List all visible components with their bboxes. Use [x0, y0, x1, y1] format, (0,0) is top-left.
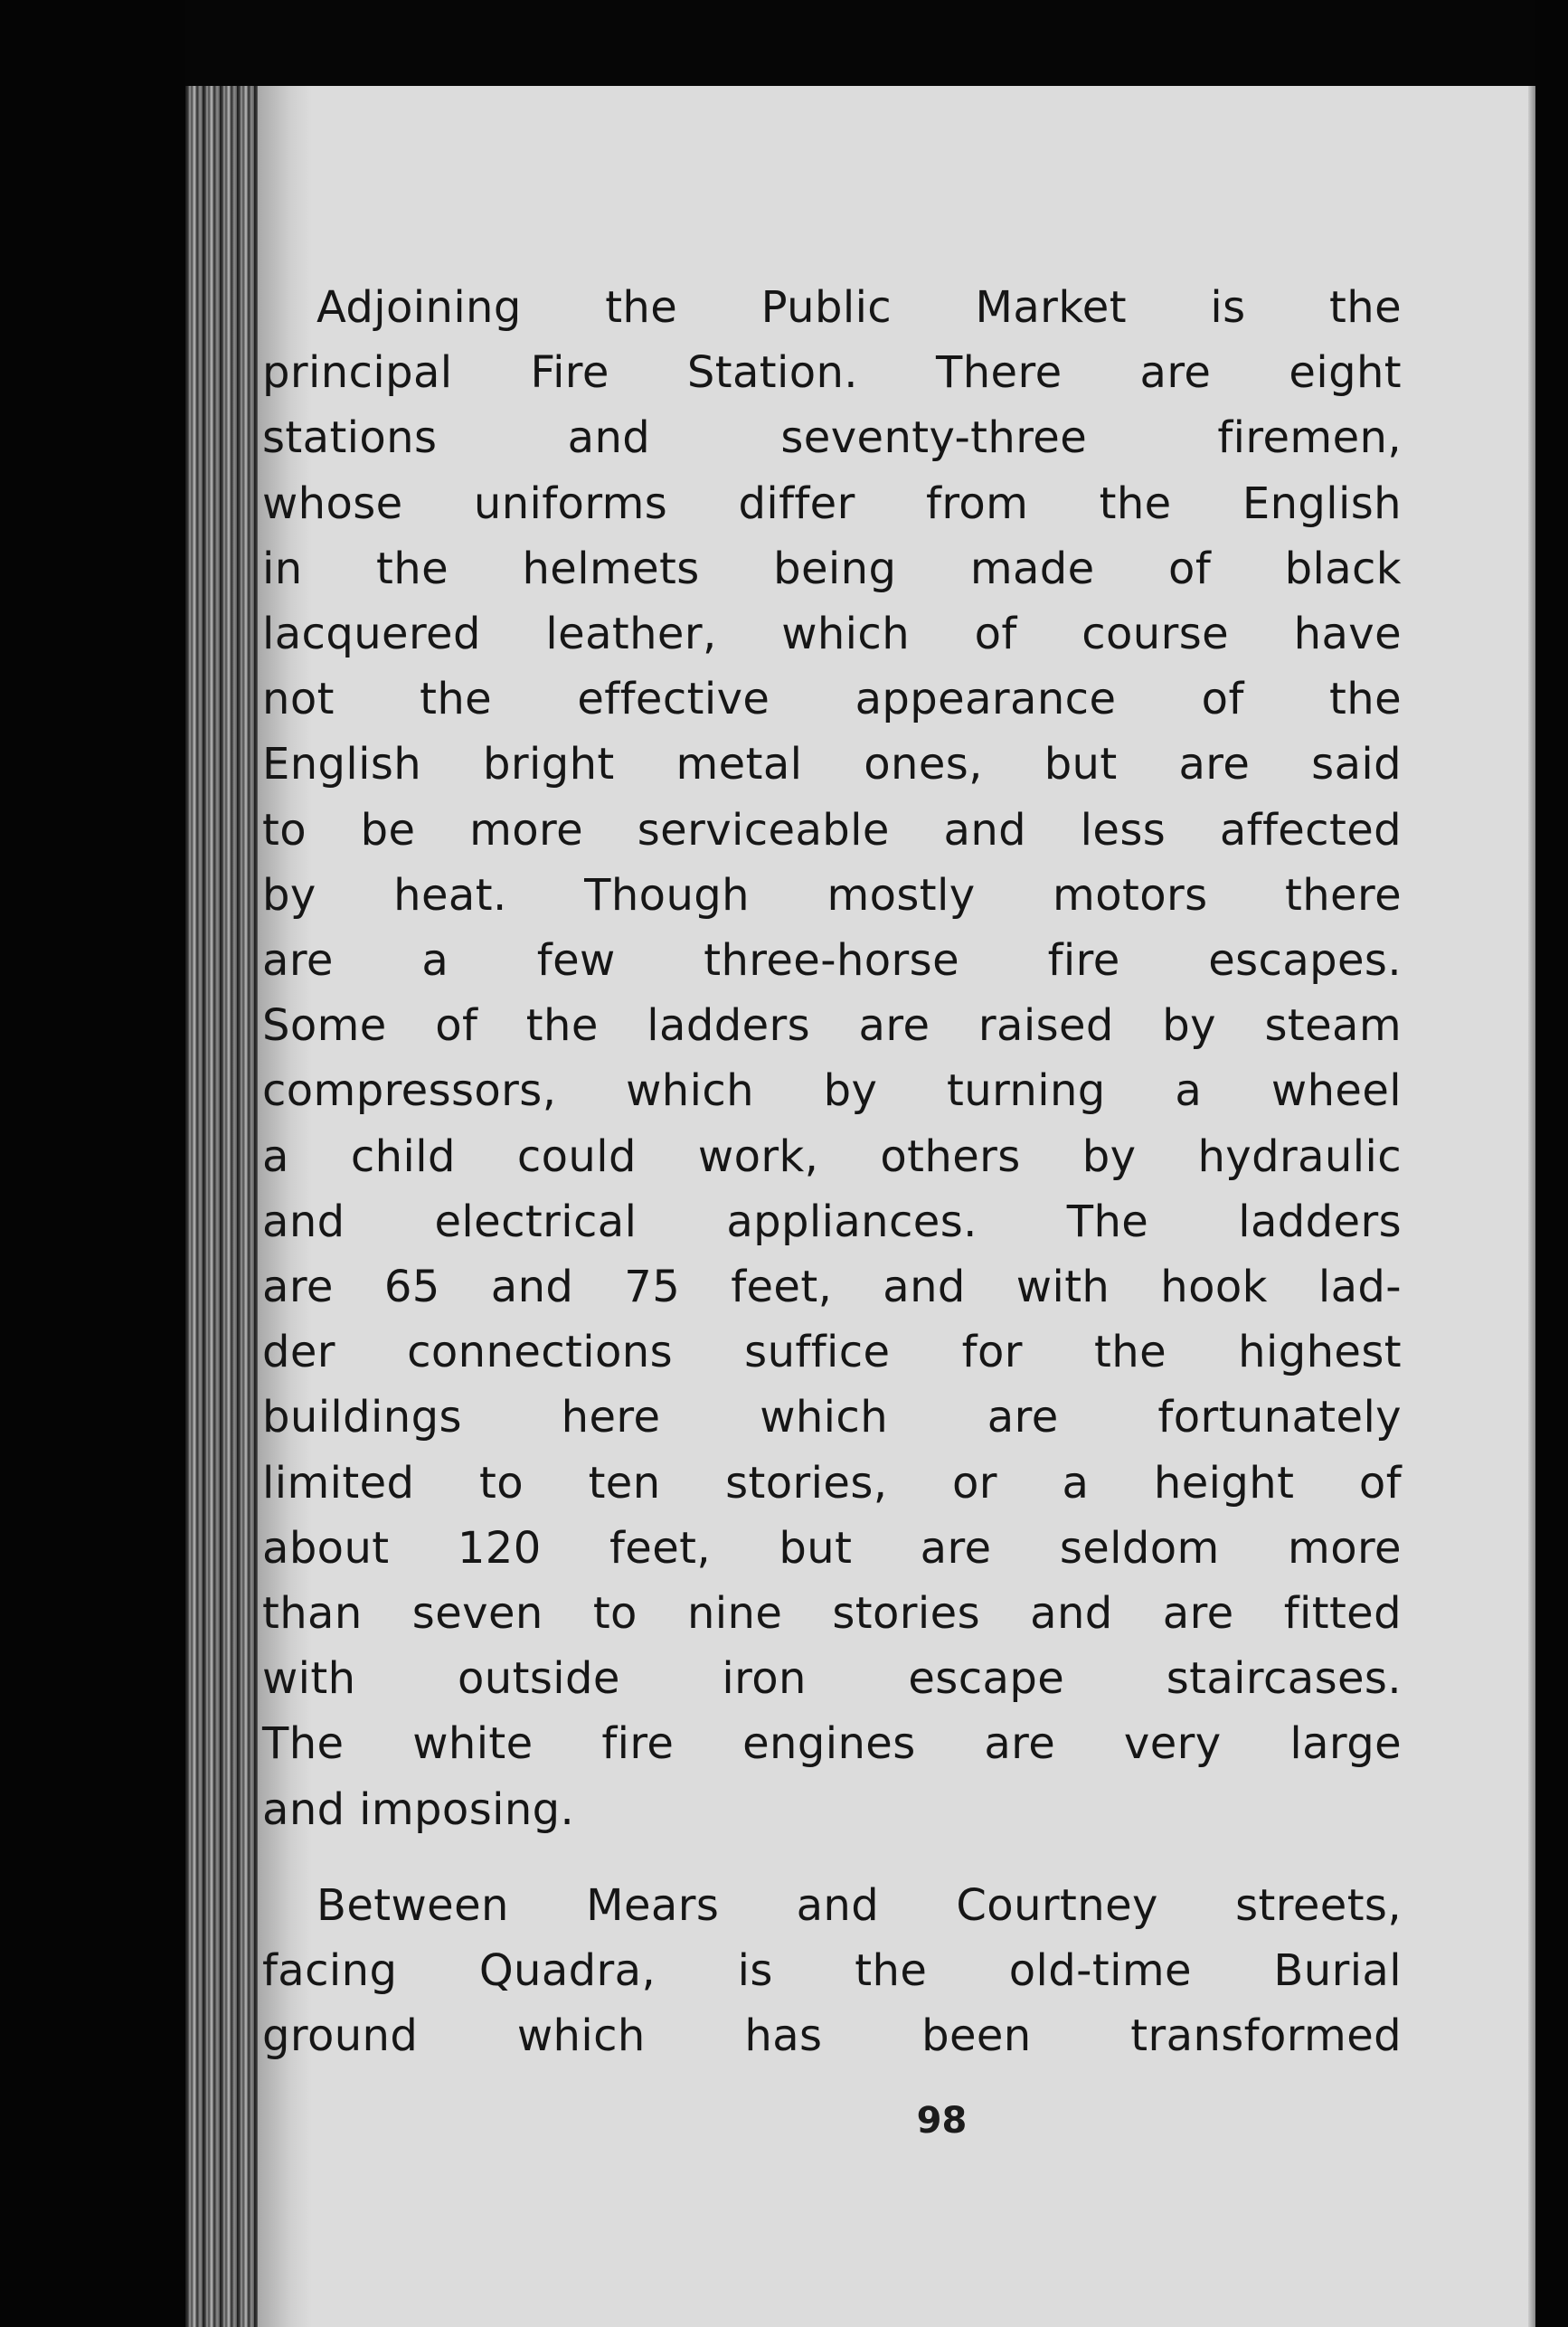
body-text — [262, 275, 1402, 2068]
text-line: English bright metal ones, but are said — [262, 739, 1402, 790]
scan-top-border — [0, 0, 1568, 86]
page-number: 98 — [916, 2100, 968, 2142]
text-line: whose uniforms differ from the English — [262, 478, 1402, 529]
scan-right-border — [1535, 0, 1568, 2327]
text-line: stations and seventy-three firemen, — [262, 412, 1402, 464]
text-line: principal Fire Station. There are eight — [262, 347, 1402, 399]
text-line: Some of the ladders are raised by steam — [262, 1000, 1402, 1052]
text-line: and electrical appliances. The ladders — [262, 1196, 1402, 1247]
text-line: The white fire engines are very large — [262, 1718, 1402, 1770]
text-line: limited to ten stories, or a height of — [262, 1457, 1402, 1509]
text-line: and imposing. — [262, 1783, 575, 1835]
text-line: not the effective appearance of the — [262, 674, 1402, 725]
text-line: are a few three-horse fire escapes. — [262, 935, 1402, 987]
text-line: Adjoining the Public Market is the — [316, 282, 1402, 333]
text-line: Between Mears and Courtney streets, — [316, 1879, 1402, 1931]
page-right-edge — [1528, 86, 1535, 2327]
text-line: ground which has been transformed — [262, 2010, 1402, 2062]
text-line: by heat. Though mostly motors there — [262, 869, 1402, 921]
text-line: buildings here which are fortunately — [262, 1392, 1402, 1443]
scan-left-border — [0, 0, 185, 2327]
text-line: facing Quadra, is the old-time Burial — [262, 1945, 1402, 1997]
paragraph-2 — [262, 1873, 1402, 2069]
text-line: about 120 feet, but are seldom more — [262, 1522, 1402, 1574]
text-line: der connections suffice for the highest — [262, 1327, 1402, 1378]
text-line: compressors, which by turning a wheel — [262, 1065, 1402, 1117]
text-line: to be more serviceable and less affected — [262, 804, 1402, 856]
text-line: a child could work, others by hydraulic — [262, 1130, 1402, 1182]
text-line: with outside iron escape staircases. — [262, 1653, 1402, 1705]
text-line: are 65 and 75 feet, and with hook lad- — [262, 1262, 1402, 1313]
paragraph-gap — [262, 1842, 1402, 1873]
text-line: in the helmets being made of black — [262, 543, 1402, 594]
paragraph-1 — [262, 275, 1402, 1842]
text-line: lacquered leather, which of course have — [262, 609, 1402, 660]
page-binding-edge — [185, 86, 258, 2327]
text-line: than seven to nine stories and are fitted — [262, 1588, 1402, 1640]
